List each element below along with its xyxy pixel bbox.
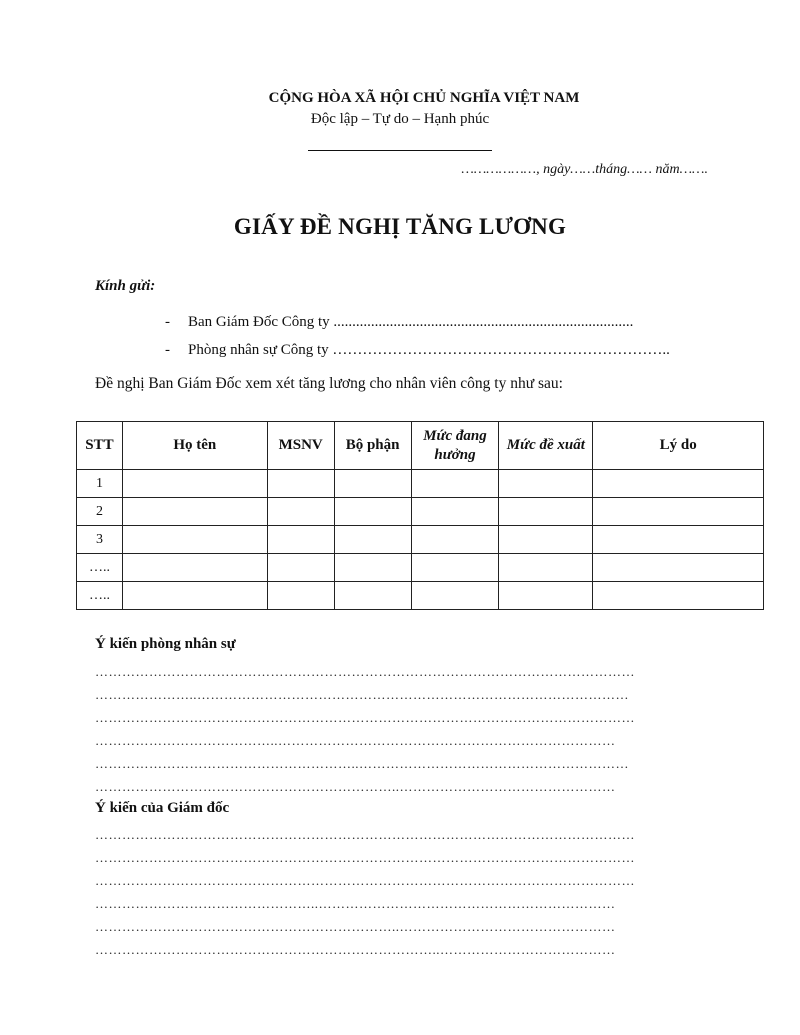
table-cell[interactable]: 1 bbox=[77, 470, 123, 498]
country-name: CỘNG HÒA XÃ HỘI CHỦ NGHĨA VIỆT NAM bbox=[268, 90, 580, 106]
list-dash: - bbox=[165, 314, 170, 330]
recipient-text: Phòng nhân sự Công ty ………………………………………………………….. bbox=[188, 342, 670, 358]
table-cell[interactable] bbox=[499, 582, 593, 610]
hr-opinion-label: Ý kiến phòng nhân sự bbox=[95, 636, 236, 652]
table-cell[interactable] bbox=[593, 554, 764, 582]
document-title: GIẤY ĐỀ NGHỊ TĂNG LƯƠNG bbox=[233, 214, 567, 239]
col-department: Bộ phận bbox=[334, 422, 411, 470]
hr-opinion-line[interactable]: ………………………………………………………………………………………………………… bbox=[95, 664, 635, 679]
hr-opinion-line[interactable]: …………………………………………………..…………………………………………………… bbox=[95, 756, 629, 771]
table-cell[interactable] bbox=[411, 526, 499, 554]
header-divider bbox=[308, 150, 492, 151]
director-opinion-line[interactable]: …………………………………………………………..………………………………………… bbox=[95, 919, 616, 934]
hr-opinion-line[interactable]: …………………………………..………………………………………………………………… bbox=[95, 733, 616, 748]
table-row bbox=[77, 498, 764, 526]
table-cell[interactable] bbox=[267, 498, 334, 526]
table-row bbox=[77, 526, 764, 554]
table-row bbox=[77, 554, 764, 582]
table-cell[interactable] bbox=[593, 470, 764, 498]
table-cell[interactable] bbox=[593, 582, 764, 610]
col-proposed-salary: Mức đề xuất bbox=[499, 422, 593, 470]
table-cell[interactable] bbox=[499, 498, 593, 526]
recipient-board bbox=[165, 314, 633, 331]
table-cell[interactable] bbox=[334, 470, 411, 498]
salary-table bbox=[76, 421, 764, 610]
table-cell[interactable] bbox=[411, 554, 499, 582]
recipient-hr bbox=[165, 342, 670, 359]
table-cell[interactable] bbox=[122, 554, 267, 582]
table-cell[interactable] bbox=[499, 470, 593, 498]
table-row bbox=[77, 470, 764, 498]
col-current-salary: Mức đang hưởng bbox=[411, 422, 499, 470]
table-cell[interactable] bbox=[411, 470, 499, 498]
col-employee-id: MSNV bbox=[267, 422, 334, 470]
table-cell[interactable] bbox=[122, 582, 267, 610]
table-cell[interactable] bbox=[122, 470, 267, 498]
table-cell[interactable]: ….. bbox=[77, 554, 123, 582]
national-motto: Độc lập – Tự do – Hạnh phúc bbox=[310, 111, 490, 127]
table-cell[interactable] bbox=[122, 498, 267, 526]
list-dash: - bbox=[165, 342, 170, 358]
table-cell[interactable] bbox=[499, 554, 593, 582]
col-stt: STT bbox=[77, 422, 123, 470]
table-cell[interactable] bbox=[267, 470, 334, 498]
table-cell[interactable] bbox=[267, 526, 334, 554]
director-opinion-line[interactable]: …………………………………………..………………………………………………………… bbox=[95, 896, 616, 911]
table-cell[interactable] bbox=[411, 582, 499, 610]
table-cell[interactable] bbox=[334, 498, 411, 526]
table-cell[interactable] bbox=[122, 526, 267, 554]
hr-opinion-line[interactable]: …………………..…………………………………………………………………………………… bbox=[95, 687, 629, 702]
hr-opinion-line[interactable]: ………………………………………………………………………………………………………… bbox=[95, 710, 635, 725]
intro-paragraph: Đề nghị Ban Giám Đốc xem xét tăng lương cho nhân viên công ty như sau: bbox=[95, 375, 563, 392]
col-name: Họ tên bbox=[122, 422, 267, 470]
col-reason: Lý do bbox=[593, 422, 764, 470]
table-cell[interactable] bbox=[334, 582, 411, 610]
table-cell[interactable] bbox=[334, 554, 411, 582]
table-row bbox=[77, 582, 764, 610]
table-cell[interactable] bbox=[334, 526, 411, 554]
director-opinion-line[interactable]: …………………………………………………………………..………………………………… bbox=[95, 942, 616, 957]
table-cell[interactable]: 2 bbox=[77, 498, 123, 526]
table-cell[interactable] bbox=[499, 526, 593, 554]
hr-opinion-line[interactable]: …………………………………………………………..………………………………………… bbox=[95, 779, 616, 794]
salutation: Kính gửi: bbox=[95, 278, 156, 294]
table-cell[interactable] bbox=[593, 526, 764, 554]
recipient-text: Ban Giám Đốc Công ty ................................................................................ bbox=[188, 314, 634, 330]
table-cell[interactable] bbox=[267, 582, 334, 610]
table-header-row bbox=[77, 422, 764, 470]
table-cell[interactable] bbox=[593, 498, 764, 526]
director-opinion-line[interactable]: ………………………………………………………………………………………………………… bbox=[95, 827, 635, 842]
table-cell[interactable] bbox=[267, 554, 334, 582]
director-opinion-line[interactable]: ………………………………………………………………………………………………………… bbox=[95, 850, 635, 865]
date-line: ………………, ngày……tháng…… năm……. bbox=[461, 162, 708, 177]
table-cell[interactable]: ….. bbox=[77, 582, 123, 610]
table-cell[interactable]: 3 bbox=[77, 526, 123, 554]
table-cell[interactable] bbox=[411, 498, 499, 526]
director-opinion-line[interactable]: ………………………………………………………………………………………………………… bbox=[95, 873, 635, 888]
director-opinion-label: Ý kiến của Giám đốc bbox=[95, 800, 230, 816]
